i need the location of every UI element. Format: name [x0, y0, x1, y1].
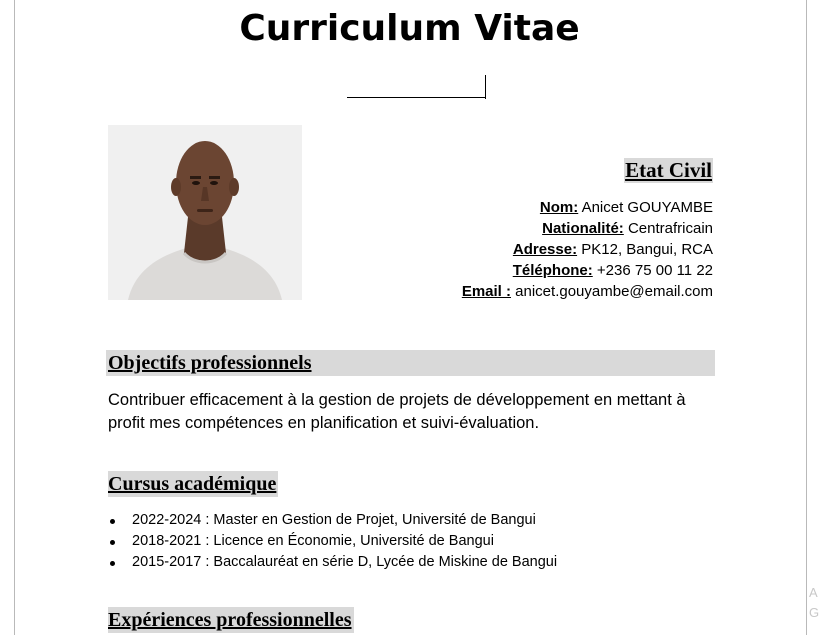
field-nom — [462, 197, 713, 218]
field-nationalite — [462, 218, 713, 239]
objectifs-heading: Objectifs professionnels — [106, 350, 715, 376]
field-value: +236 75 00 11 22 — [592, 262, 713, 279]
objectifs-text: Contribuer efficacement à la gestion de projets de développement en mettant à profit mes compétences en planification et suivi-évaluation. — [108, 391, 686, 432]
experiences-heading: Expériences professionnelles — [108, 609, 352, 631]
field-label: Email : — [461, 283, 511, 300]
field-value: Centrafricain — [623, 220, 713, 237]
list-item: 2015-2017 : Baccalauréat en série D, Lycée de Miskine de Bangui — [108, 552, 557, 573]
watermark-line: G — [809, 605, 819, 620]
field-value: PK12, Bangui, RCA — [577, 241, 713, 258]
page-margin-right — [806, 0, 807, 635]
list-item: 2018-2021 : Licence en Économie, Université de Bangui — [108, 531, 557, 552]
field-label: Téléphone: — [512, 262, 593, 279]
profile-photo[interactable] — [108, 125, 302, 300]
list-item: 2022-2024 : Master en Gestion de Projet, Université de Bangui — [108, 510, 557, 531]
field-email — [462, 281, 713, 302]
field-telephone — [462, 260, 713, 281]
field-adresse — [462, 239, 713, 260]
etat-civil-heading: Etat Civil — [625, 158, 712, 182]
field-label: Nationalité: — [542, 220, 624, 237]
person-portrait-icon — [108, 125, 302, 300]
field-label: Adresse: — [512, 241, 578, 258]
text-cursor — [485, 75, 486, 99]
field-value: Anicet GOUYAMBE — [578, 199, 713, 216]
field-value: anicet.gouyambe@email.com — [511, 283, 713, 300]
document-title: Curriculum Vitae — [239, 8, 580, 49]
watermark-line: A — [809, 585, 818, 600]
etat-civil-details — [462, 197, 713, 302]
field-label: Nom: — [539, 199, 579, 216]
cursus-heading: Cursus académique — [108, 473, 277, 495]
subtitle-blank-line[interactable] — [347, 97, 485, 98]
page-margin-left — [14, 0, 15, 635]
cursus-list — [108, 510, 557, 573]
activation-watermark — [809, 583, 819, 623]
